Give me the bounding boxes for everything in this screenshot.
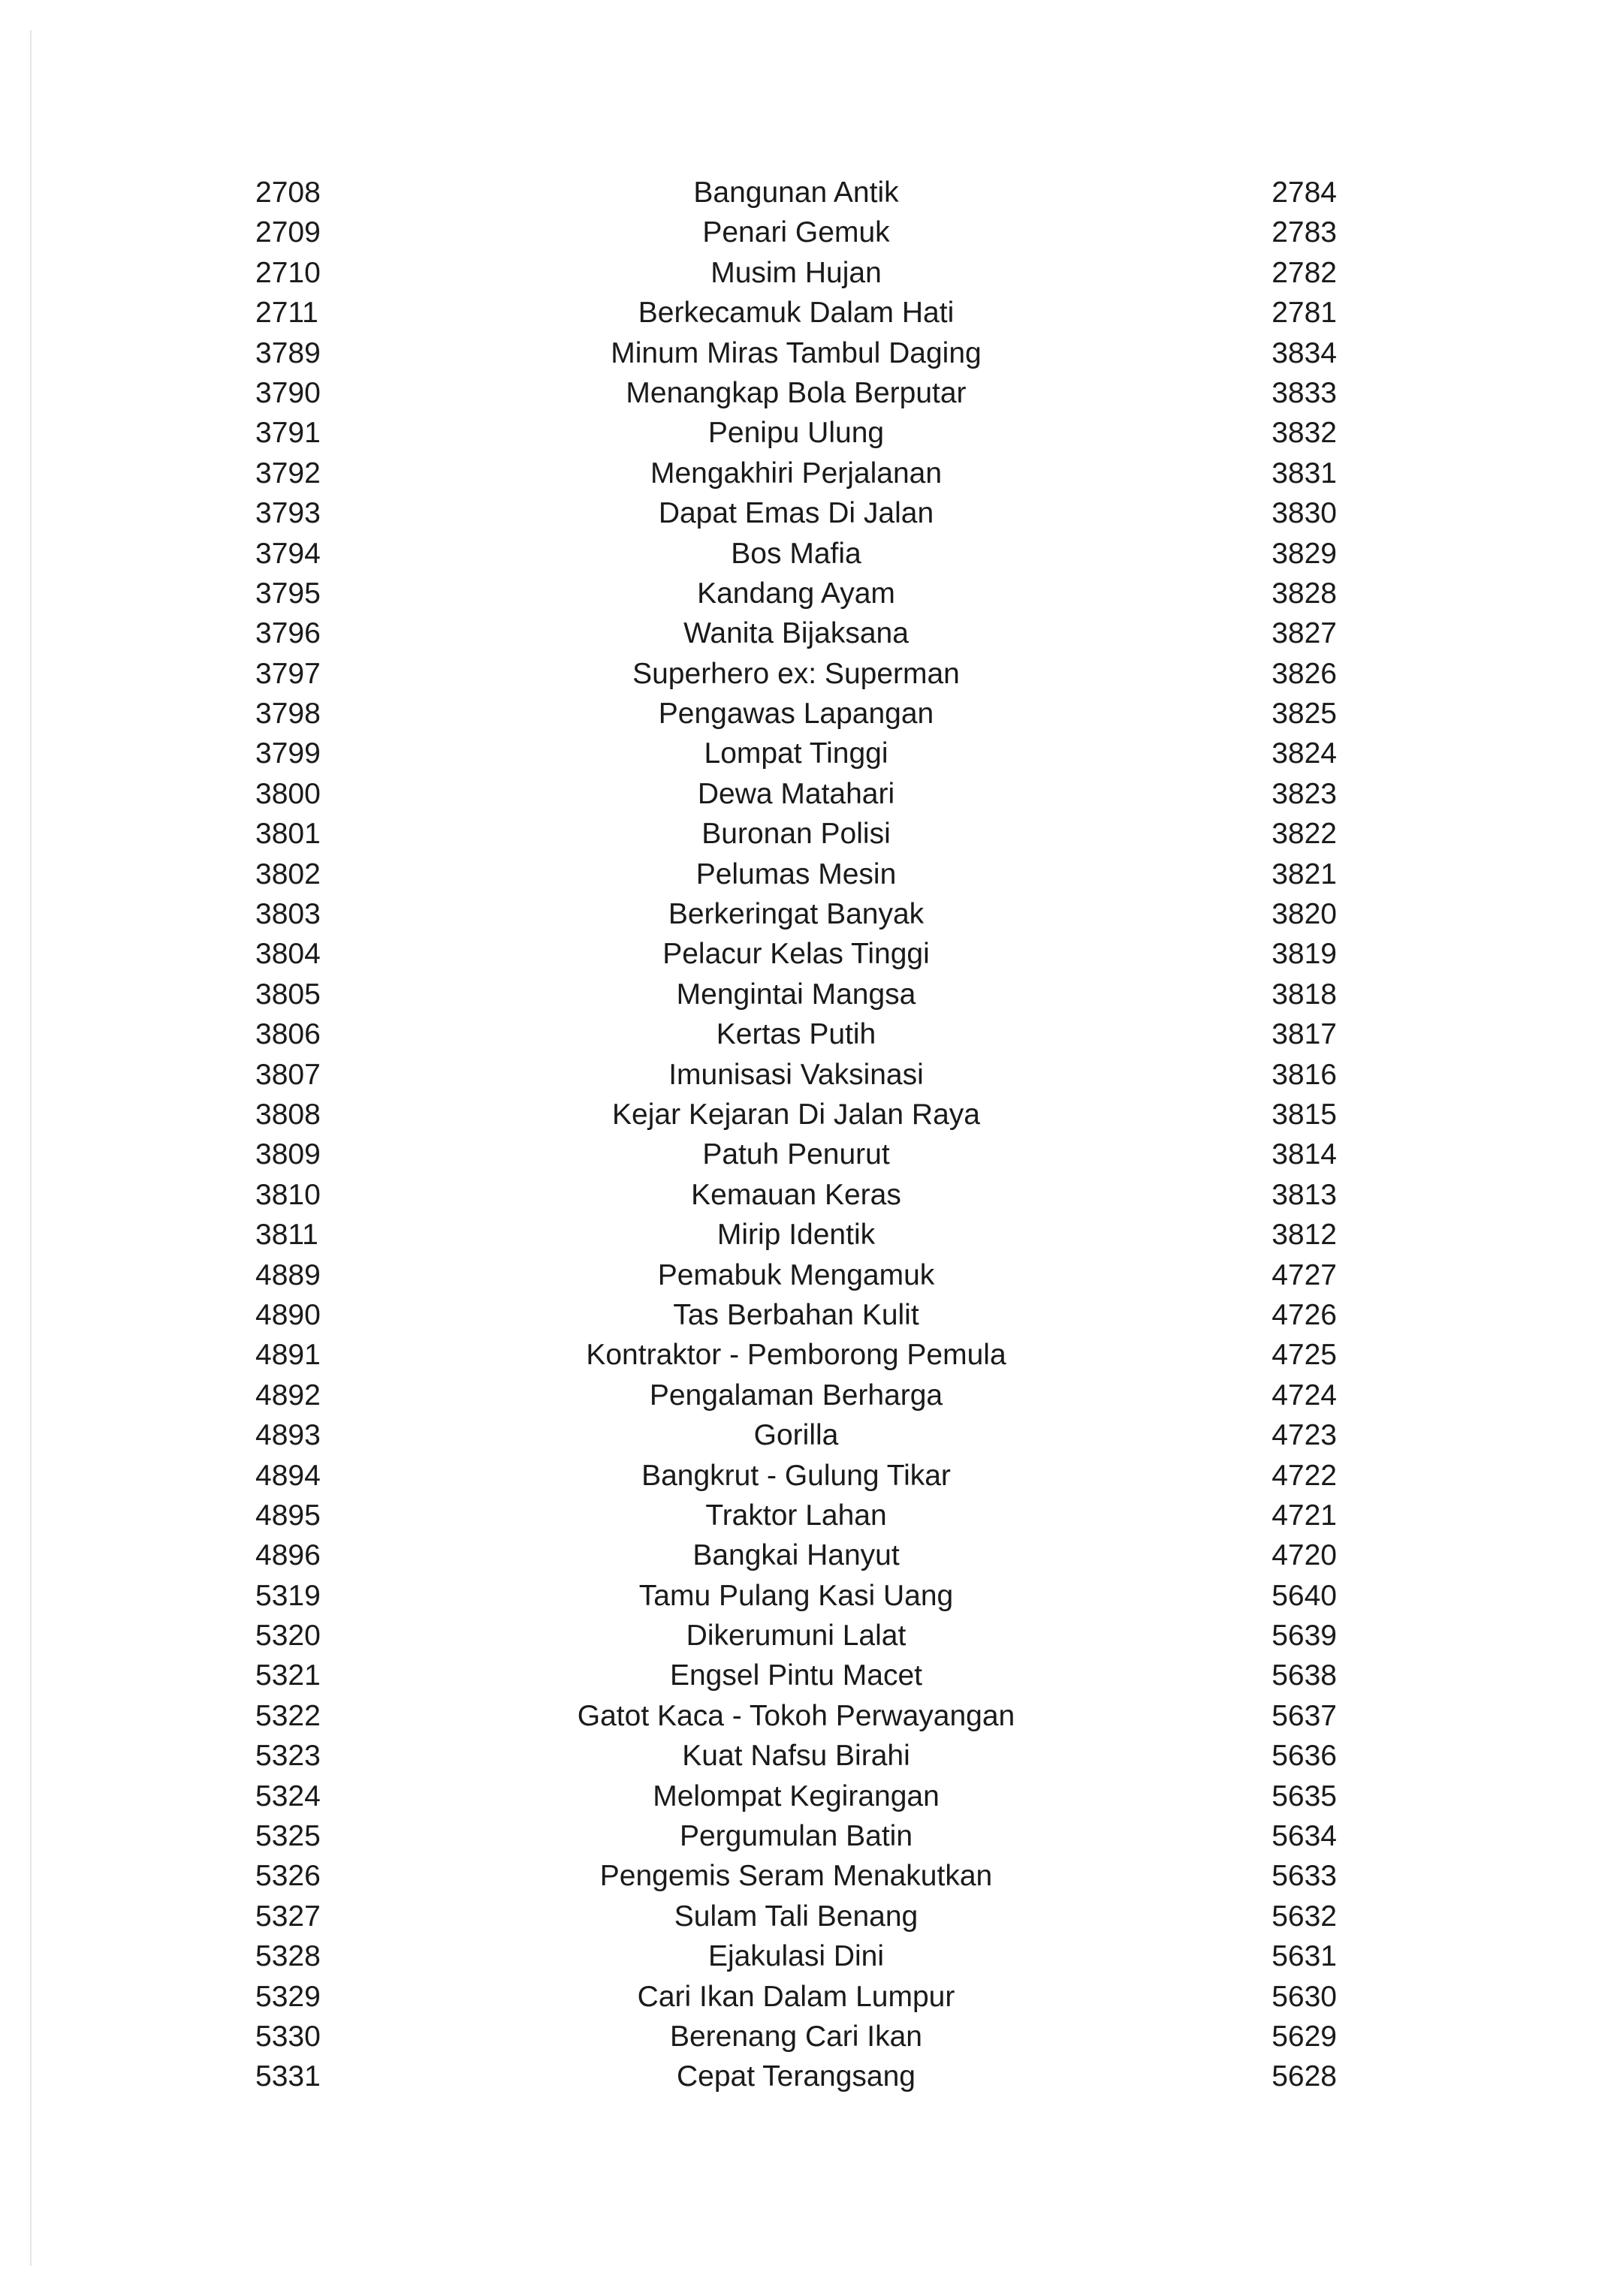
- row-number-left: 5321: [255, 1659, 321, 1692]
- row-number-right: 5635: [1272, 1779, 1337, 1812]
- row-number-left: 3804: [255, 938, 321, 971]
- row-number-left: 4896: [255, 1539, 321, 1572]
- row-label: Berenang Cari Ikan: [669, 2020, 923, 2053]
- row-label: Musim Hujan: [710, 256, 882, 289]
- table-row: [0, 1897, 1623, 1936]
- row-number-left: 2709: [255, 216, 321, 249]
- table-row: [0, 1856, 1623, 1896]
- table-row: [0, 212, 1623, 252]
- row-number-right: 2782: [1272, 256, 1337, 289]
- row-number-right: 3828: [1272, 577, 1337, 610]
- row-number-left: 3791: [255, 417, 321, 450]
- row-number-right: 5633: [1272, 1860, 1337, 1893]
- row-number-right: 2784: [1272, 176, 1337, 209]
- row-number-left: 3810: [255, 1178, 321, 1211]
- table-row: [0, 1936, 1623, 1976]
- row-number-right: 5637: [1272, 1699, 1337, 1732]
- table-row: [0, 975, 1623, 1014]
- row-label: Kontraktor - Pemborong Pemula: [586, 1339, 1006, 1372]
- row-number-right: 3817: [1272, 1018, 1337, 1051]
- row-label: Patuh Penurut: [702, 1138, 890, 1171]
- row-label: Imunisasi Vaksinasi: [668, 1058, 924, 1091]
- row-number-right: 4720: [1272, 1539, 1337, 1572]
- row-number-left: 5320: [255, 1620, 321, 1653]
- table-row: [0, 1696, 1623, 1736]
- table-row: [0, 253, 1623, 293]
- row-number-right: 4726: [1272, 1298, 1337, 1331]
- row-number-left: 3808: [255, 1098, 321, 1131]
- row-number-left: 3797: [255, 657, 321, 690]
- row-number-left: 4894: [255, 1459, 321, 1492]
- row-label: Traktor Lahan: [705, 1499, 887, 1532]
- row-number-left: 4895: [255, 1499, 321, 1532]
- row-number-left: 5322: [255, 1699, 321, 1732]
- table-row: [0, 1215, 1623, 1255]
- row-number-left: 3798: [255, 698, 321, 731]
- table-row: [0, 2056, 1623, 2096]
- row-label: Sulam Tali Benang: [674, 1900, 919, 1933]
- table-row: [0, 694, 1623, 734]
- row-number-left: 5323: [255, 1740, 321, 1773]
- row-label: Buronan Polisi: [701, 818, 891, 851]
- row-label: Cepat Terangsang: [676, 2060, 916, 2093]
- table-row: [0, 654, 1623, 694]
- table-row: [0, 1134, 1623, 1174]
- row-label: Bos Mafia: [731, 537, 861, 570]
- table-row: [0, 894, 1623, 934]
- row-number-right: 3818: [1272, 978, 1337, 1011]
- row-number-right: 3821: [1272, 857, 1337, 890]
- row-label: Pengemis Seram Menakutkan: [599, 1860, 993, 1893]
- row-number-right: 3832: [1272, 417, 1337, 450]
- table-row: [0, 1055, 1623, 1095]
- row-label: Pergumulan Batin: [679, 1820, 913, 1853]
- table-row: [0, 1576, 1623, 1616]
- row-number-left: 3790: [255, 376, 321, 409]
- row-label: Pelumas Mesin: [695, 857, 897, 890]
- row-number-right: 5630: [1272, 1980, 1337, 2013]
- row-label: Tas Berbahan Kulit: [673, 1298, 919, 1331]
- row-number-left: 5325: [255, 1820, 321, 1853]
- table-row: [0, 1095, 1623, 1134]
- row-number-right: 3816: [1272, 1058, 1337, 1091]
- table-row: [0, 373, 1623, 413]
- table-row: [0, 293, 1623, 333]
- row-number-right: 3814: [1272, 1138, 1337, 1171]
- row-label: Mengintai Mangsa: [676, 978, 916, 1011]
- row-label: Gatot Kaca - Tokoh Perwayangan: [577, 1699, 1015, 1732]
- row-number-left: 2708: [255, 176, 321, 209]
- row-label: Kertas Putih: [716, 1018, 876, 1051]
- row-label: Penipu Ulung: [707, 417, 885, 450]
- row-number-left: 3802: [255, 857, 321, 890]
- table-row: [0, 854, 1623, 894]
- row-number-left: 3809: [255, 1138, 321, 1171]
- row-number-left: 4889: [255, 1258, 321, 1291]
- row-label: Menangkap Bola Berputar: [626, 376, 967, 409]
- table-row: [0, 574, 1623, 613]
- row-number-left: 5331: [255, 2060, 321, 2093]
- row-number-right: 2781: [1272, 297, 1337, 330]
- row-number-right: 5628: [1272, 2060, 1337, 2093]
- table-row: [0, 453, 1623, 493]
- row-number-left: 3803: [255, 898, 321, 931]
- table-row: [0, 934, 1623, 974]
- table-row: [0, 1616, 1623, 1656]
- row-number-left: 5328: [255, 1940, 321, 1973]
- table-row: [0, 1255, 1623, 1295]
- table-row: [0, 1535, 1623, 1575]
- row-label: Pengawas Lapangan: [658, 698, 934, 731]
- row-label: Pemabuk Mengamuk: [657, 1258, 935, 1291]
- table-row: [0, 1415, 1623, 1455]
- row-number-left: 3801: [255, 818, 321, 851]
- table-row: [0, 493, 1623, 533]
- row-number-right: 3823: [1272, 777, 1337, 810]
- row-label: Lompat Tinggi: [704, 737, 888, 770]
- row-number-right: 3824: [1272, 737, 1337, 770]
- row-number-right: 3822: [1272, 818, 1337, 851]
- row-label: Wanita Bijaksana: [683, 617, 909, 650]
- table-row: [0, 1295, 1623, 1335]
- row-number-left: 2710: [255, 256, 321, 289]
- table-row: [0, 814, 1623, 854]
- row-number-left: 5319: [255, 1579, 321, 1612]
- row-number-right: 3815: [1272, 1098, 1337, 1131]
- row-number-right: 3831: [1272, 456, 1337, 490]
- row-label: Kuat Nafsu Birahi: [682, 1740, 910, 1773]
- table-row: [0, 1496, 1623, 1535]
- row-label: Kejar Kejaran Di Jalan Raya: [612, 1098, 980, 1131]
- row-number-right: 5638: [1272, 1659, 1337, 1692]
- row-number-left: 3806: [255, 1018, 321, 1051]
- row-label: Cari Ikan Dalam Lumpur: [637, 1980, 955, 2013]
- row-label: Tamu Pulang Kasi Uang: [638, 1579, 954, 1612]
- table-row: [0, 1656, 1623, 1695]
- row-number-left: 4893: [255, 1419, 321, 1452]
- row-number-right: 2783: [1272, 216, 1337, 249]
- row-label: Dewa Matahari: [697, 777, 895, 810]
- row-label: Dapat Emas Di Jalan: [658, 497, 934, 530]
- row-label: Bangkrut - Gulung Tikar: [641, 1459, 951, 1492]
- row-number-right: 5629: [1272, 2020, 1337, 2053]
- row-label: Minum Miras Tambul Daging: [611, 336, 982, 369]
- row-number-left: 4891: [255, 1339, 321, 1372]
- table-row: [0, 413, 1623, 453]
- row-label: Pengalaman Berharga: [649, 1379, 943, 1412]
- row-number-right: 5632: [1272, 1900, 1337, 1933]
- row-label: Engsel Pintu Macet: [669, 1659, 922, 1692]
- table-row: [0, 1456, 1623, 1496]
- table-row: [0, 2017, 1623, 2056]
- table-row: [0, 613, 1623, 653]
- row-number-left: 5324: [255, 1779, 321, 1812]
- row-label: Bangkai Hanyut: [692, 1539, 900, 1572]
- row-label: Kandang Ayam: [697, 577, 895, 610]
- row-number-right: 3834: [1272, 336, 1337, 369]
- row-number-left: 3794: [255, 537, 321, 570]
- row-number-left: 2711: [255, 297, 318, 330]
- table-row: [0, 734, 1623, 773]
- row-number-right: 5636: [1272, 1740, 1337, 1773]
- row-number-right: 5634: [1272, 1820, 1337, 1853]
- row-number-right: 3827: [1272, 617, 1337, 650]
- row-number-right: 3820: [1272, 898, 1337, 931]
- row-number-left: 3805: [255, 978, 321, 1011]
- row-number-left: 3796: [255, 617, 321, 650]
- row-number-right: 4725: [1272, 1339, 1337, 1372]
- table-row: [0, 1736, 1623, 1776]
- table-row: [0, 1014, 1623, 1054]
- table-row: [0, 333, 1623, 373]
- row-label: Pelacur Kelas Tinggi: [662, 938, 930, 971]
- row-number-left: 3800: [255, 777, 321, 810]
- row-number-left: 4892: [255, 1379, 321, 1412]
- row-number-right: 3813: [1272, 1178, 1337, 1211]
- table-row: [0, 1175, 1623, 1215]
- row-number-right: 5640: [1272, 1579, 1337, 1612]
- row-label: Kemauan Keras: [691, 1178, 901, 1211]
- row-number-left: 3811: [255, 1219, 318, 1252]
- row-number-right: 3819: [1272, 938, 1337, 971]
- row-number-right: 4723: [1272, 1419, 1337, 1452]
- row-label: Penari Gemuk: [702, 216, 890, 249]
- row-number-right: 4721: [1272, 1499, 1337, 1532]
- table-row: [0, 1977, 1623, 2017]
- number-table: [0, 173, 1623, 2097]
- row-label: Berkecamuk Dalam Hati: [638, 297, 955, 330]
- row-number-right: 5631: [1272, 1940, 1337, 1973]
- table-row: [0, 1776, 1623, 1816]
- row-number-left: 5330: [255, 2020, 321, 2053]
- row-label: Melompat Kegirangan: [653, 1779, 940, 1812]
- table-row: [0, 1375, 1623, 1415]
- row-number-right: 3826: [1272, 657, 1337, 690]
- row-number-right: 3829: [1272, 537, 1337, 570]
- row-number-left: 5326: [255, 1860, 321, 1893]
- row-label: Dikerumuni Lalat: [686, 1620, 907, 1653]
- row-number-left: 5329: [255, 1980, 321, 2013]
- row-label: Bangunan Antik: [693, 176, 899, 209]
- table-row: [0, 1335, 1623, 1375]
- row-number-right: 3812: [1272, 1219, 1337, 1252]
- row-number-left: 3792: [255, 456, 321, 490]
- row-number-left: 3789: [255, 336, 321, 369]
- row-label: Mengakhiri Perjalanan: [650, 456, 943, 490]
- row-number-right: 3830: [1272, 497, 1337, 530]
- row-number-left: 3793: [255, 497, 321, 530]
- table-row: [0, 1816, 1623, 1856]
- row-label: Berkeringat Banyak: [668, 898, 925, 931]
- row-number-left: 3795: [255, 577, 321, 610]
- row-label: Ejakulasi Dini: [707, 1940, 885, 1973]
- row-number-right: 4722: [1272, 1459, 1337, 1492]
- table-row: [0, 534, 1623, 574]
- row-number-right: 3825: [1272, 698, 1337, 731]
- row-number-left: 3799: [255, 737, 321, 770]
- row-number-left: 3807: [255, 1058, 321, 1091]
- row-number-right: 4727: [1272, 1258, 1337, 1291]
- row-label: Gorilla: [753, 1419, 839, 1452]
- row-number-left: 5327: [255, 1900, 321, 1933]
- table-row: [0, 173, 1623, 212]
- row-label: Superhero ex: Superman: [632, 657, 960, 690]
- row-number-right: 5639: [1272, 1620, 1337, 1653]
- row-number-right: 4724: [1272, 1379, 1337, 1412]
- row-number-left: 4890: [255, 1298, 321, 1331]
- row-label: Mirip Identik: [716, 1219, 876, 1252]
- table-row: [0, 774, 1623, 814]
- row-number-right: 3833: [1272, 376, 1337, 409]
